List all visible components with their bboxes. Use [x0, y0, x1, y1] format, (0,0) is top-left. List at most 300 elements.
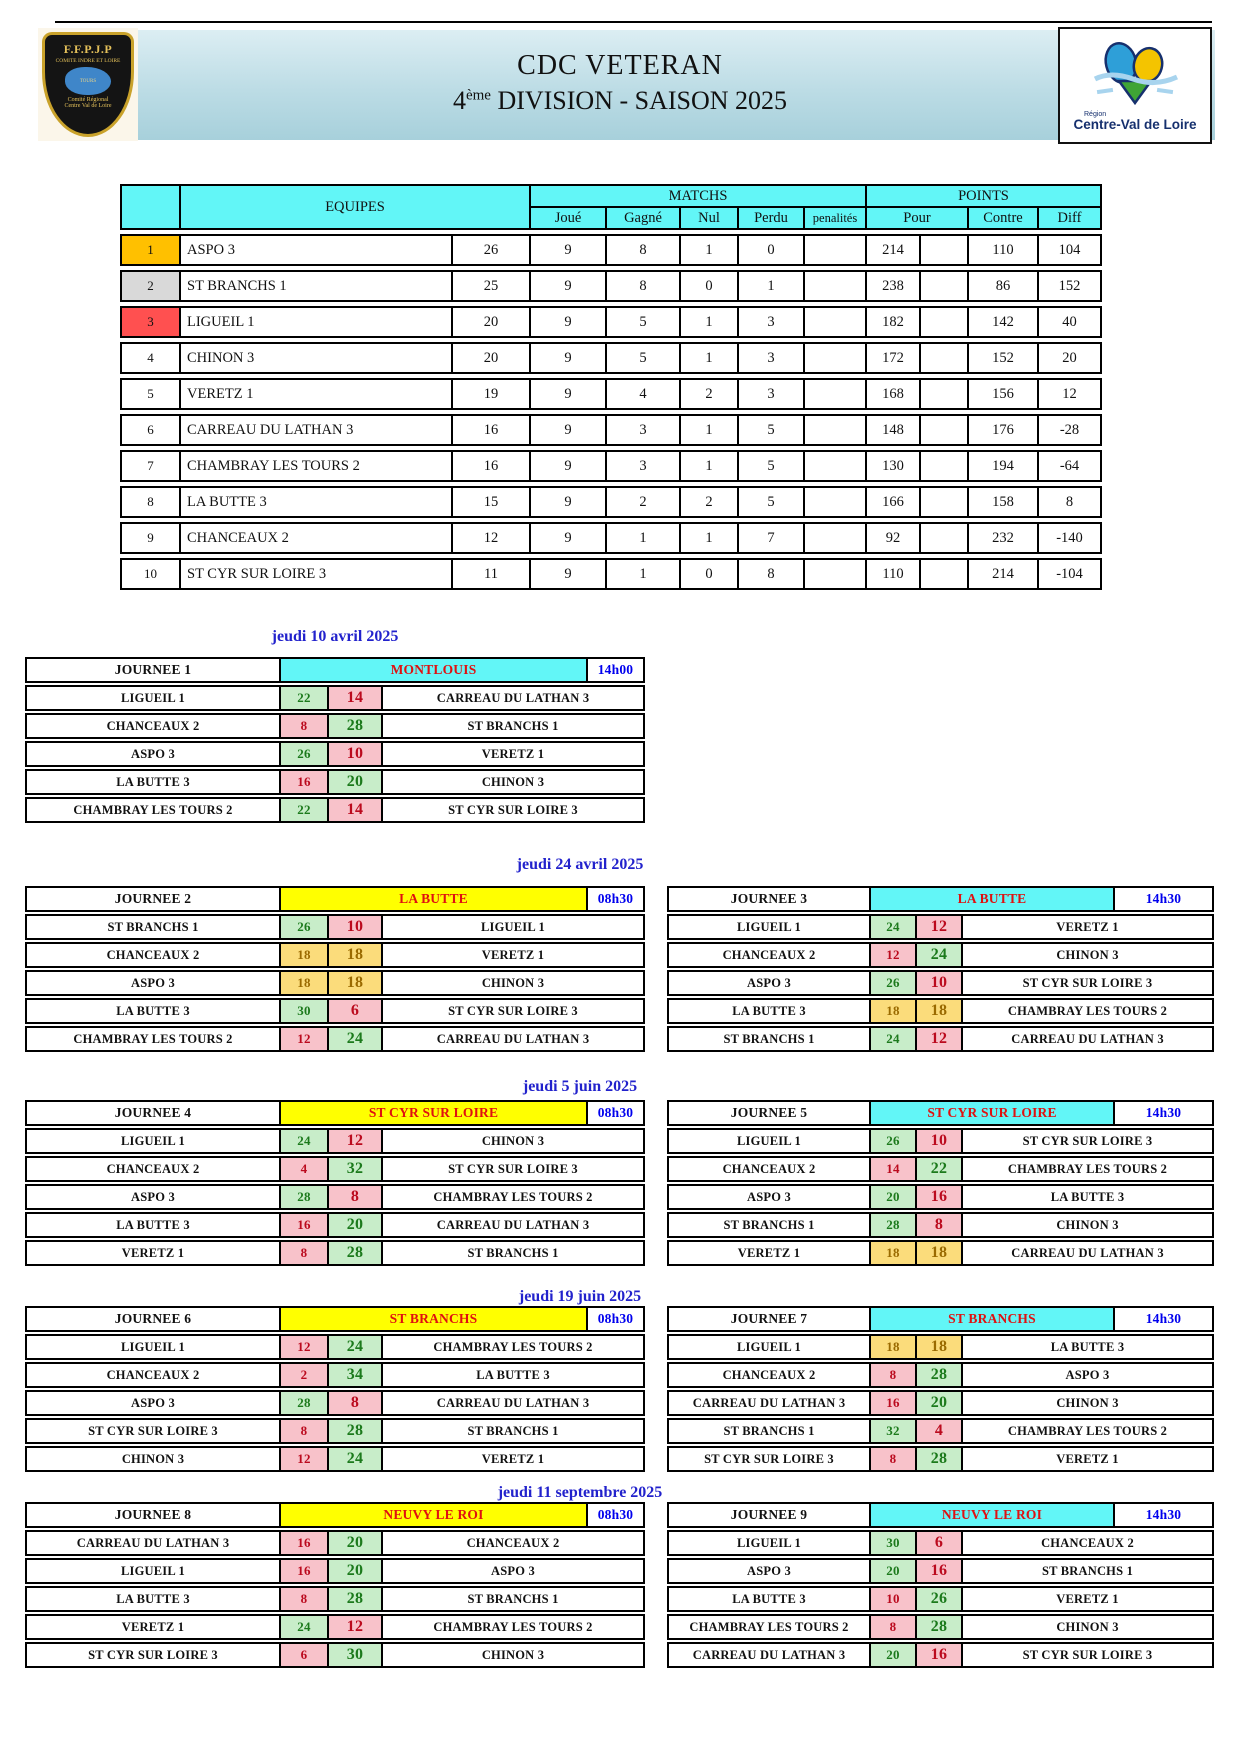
home-score: 22 — [281, 687, 327, 709]
journee-label: JOURNEE 3 — [669, 888, 869, 910]
penalites-cell — [805, 236, 865, 264]
away-team: CARREAU DU LATHAN 3 — [383, 1028, 643, 1050]
journee-label: JOURNEE 9 — [669, 1504, 869, 1526]
points-cell: 12 — [453, 524, 529, 552]
away-team: CHAMBRAY LES TOURS 2 — [963, 1158, 1212, 1180]
away-team: ST BRANCHS 1 — [963, 1560, 1212, 1582]
away-team: CARREAU DU LATHAN 3 — [383, 1392, 643, 1414]
top-divider — [55, 21, 1212, 23]
away-team: CARREAU DU LATHAN 3 — [963, 1028, 1212, 1050]
journee-matches — [667, 1530, 1214, 1668]
rank-cell: 6 — [122, 416, 179, 444]
penalites-cell — [805, 488, 865, 516]
journee-6-table — [25, 1306, 645, 1474]
home-team: LA BUTTE 3 — [669, 1588, 869, 1610]
home-score: 8 — [871, 1364, 915, 1386]
pour-spacer-cell — [921, 380, 967, 408]
match-row — [667, 970, 1214, 996]
date-label-2: jeudi 24 avril 2025 — [516, 856, 644, 873]
joue-header: Joué — [531, 208, 605, 228]
perdu-cell: 8 — [739, 560, 803, 588]
home-team: LIGUEIL 1 — [669, 1130, 869, 1152]
away-score: 10 — [329, 743, 381, 765]
contre-cell: 194 — [969, 452, 1037, 480]
perdu-cell: 3 — [739, 380, 803, 408]
joue-cell: 9 — [531, 344, 605, 372]
away-team: CHANCEAUX 2 — [383, 1532, 643, 1554]
rank-cell: 2 — [122, 272, 179, 300]
home-team: LA BUTTE 3 — [669, 1000, 869, 1022]
date-label-5: jeudi 11 septembre 2025 — [497, 1484, 663, 1501]
home-team: ST CYR SUR LOIRE 3 — [27, 1420, 279, 1442]
journee-label: JOURNEE 7 — [669, 1308, 869, 1330]
home-team: ST BRANCHS 1 — [669, 1214, 869, 1236]
home-score: 2 — [281, 1364, 327, 1386]
match-row — [25, 1586, 645, 1612]
pour-spacer-cell — [921, 236, 967, 264]
home-score: 24 — [871, 916, 915, 938]
nul-cell: 2 — [681, 380, 737, 408]
home-team: LA BUTTE 3 — [27, 1588, 279, 1610]
home-score: 24 — [281, 1616, 327, 1638]
diff-cell: 8 — [1039, 488, 1100, 516]
gagne-cell: 8 — [607, 236, 679, 264]
away-team: CHINON 3 — [963, 944, 1212, 966]
standings-row — [120, 522, 1102, 554]
home-score: 26 — [281, 743, 327, 765]
rank-column-header — [122, 186, 179, 228]
joue-cell: 9 — [531, 380, 605, 408]
match-row — [25, 769, 645, 795]
away-score: 10 — [329, 916, 381, 938]
standings-row — [120, 450, 1102, 482]
home-score: 18 — [281, 972, 327, 994]
match-row — [667, 914, 1214, 940]
standings-row — [120, 342, 1102, 374]
home-team: LIGUEIL 1 — [669, 916, 869, 938]
pour-cell: 130 — [867, 452, 919, 480]
home-score: 26 — [871, 1130, 915, 1152]
away-team: ST BRANCHS 1 — [383, 1242, 643, 1264]
standings-row — [120, 270, 1102, 302]
away-score: 18 — [917, 1242, 961, 1264]
team-name-cell: CHAMBRAY LES TOURS 2 — [181, 452, 451, 480]
gagne-cell: 8 — [607, 272, 679, 300]
home-team: CHANCEAUX 2 — [27, 1364, 279, 1386]
away-score: 8 — [917, 1214, 961, 1236]
away-team: VERETZ 1 — [963, 1588, 1212, 1610]
match-row — [25, 685, 645, 711]
ffpjp-shield-icon — [42, 32, 134, 137]
time-label: 14h30 — [1115, 1504, 1212, 1526]
pour-cell: 172 — [867, 344, 919, 372]
home-team: CARREAU DU LATHAN 3 — [669, 1644, 869, 1666]
home-score: 26 — [871, 972, 915, 994]
home-score: 12 — [281, 1028, 327, 1050]
journee-header — [25, 1502, 645, 1528]
away-team: ST BRANCHS 1 — [383, 1420, 643, 1442]
journee-label: JOURNEE 8 — [27, 1504, 279, 1526]
home-score: 20 — [871, 1186, 915, 1208]
standings-body — [120, 234, 1102, 590]
standings-row — [120, 486, 1102, 518]
journee-header — [667, 1502, 1214, 1528]
home-score: 12 — [281, 1336, 327, 1358]
match-row — [25, 1362, 645, 1388]
joue-cell: 9 — [531, 236, 605, 264]
away-team: CHAMBRAY LES TOURS 2 — [383, 1616, 643, 1638]
away-score: 20 — [917, 1392, 961, 1414]
perdu-cell: 7 — [739, 524, 803, 552]
pour-spacer-cell — [921, 452, 967, 480]
ffpjp-region-line1: Comité Régional — [67, 97, 109, 103]
joue-cell: 9 — [531, 524, 605, 552]
away-team: ST BRANCHS 1 — [383, 1588, 643, 1610]
region-small-label: Région — [1084, 111, 1107, 118]
home-team: VERETZ 1 — [27, 1242, 279, 1264]
match-row — [667, 1558, 1214, 1584]
away-score: 18 — [917, 1000, 961, 1022]
match-row — [25, 1212, 645, 1238]
diff-cell: -104 — [1039, 560, 1100, 588]
pour-cell: 166 — [867, 488, 919, 516]
perdu-cell: 0 — [739, 236, 803, 264]
match-row — [667, 1390, 1214, 1416]
time-label: 14h30 — [1115, 888, 1212, 910]
home-team: CHANCEAUX 2 — [669, 1158, 869, 1180]
away-score: 6 — [917, 1532, 961, 1554]
pour-spacer-cell — [921, 308, 967, 336]
away-score: 28 — [917, 1448, 961, 1470]
match-row — [25, 797, 645, 823]
penalites-cell — [805, 524, 865, 552]
away-score: 20 — [329, 1532, 381, 1554]
rank-cell: 4 — [122, 344, 179, 372]
home-score: 30 — [871, 1532, 915, 1554]
home-score: 30 — [281, 1000, 327, 1022]
diff-cell: -64 — [1039, 452, 1100, 480]
contre-cell: 232 — [969, 524, 1037, 552]
team-name-cell: VERETZ 1 — [181, 380, 451, 408]
journee-header — [25, 1306, 645, 1332]
home-score: 8 — [871, 1616, 915, 1638]
home-team: ST BRANCHS 1 — [669, 1028, 869, 1050]
away-team: VERETZ 1 — [383, 1448, 643, 1470]
pour-spacer-cell — [921, 416, 967, 444]
away-team: ST CYR SUR LOIRE 3 — [383, 799, 643, 821]
diff-cell: 20 — [1039, 344, 1100, 372]
gagne-cell: 4 — [607, 380, 679, 408]
points-cell: 11 — [453, 560, 529, 588]
journee-matches — [667, 914, 1214, 1052]
region-logo — [1058, 27, 1212, 144]
home-score: 16 — [281, 1532, 327, 1554]
home-score: 28 — [871, 1214, 915, 1236]
match-row — [667, 1240, 1214, 1266]
team-name-cell: ASPO 3 — [181, 236, 451, 264]
away-team: CHANCEAUX 2 — [963, 1532, 1212, 1554]
perdu-header: Perdu — [739, 208, 803, 228]
nul-cell: 0 — [681, 272, 737, 300]
team-name-cell: LIGUEIL 1 — [181, 308, 451, 336]
penalites-cell — [805, 560, 865, 588]
gagne-cell: 1 — [607, 524, 679, 552]
rank-cell: 5 — [122, 380, 179, 408]
home-team: CHANCEAUX 2 — [669, 944, 869, 966]
joue-cell: 9 — [531, 452, 605, 480]
page-subtitle — [220, 84, 1020, 118]
home-team: ASPO 3 — [27, 972, 279, 994]
journee-header — [667, 886, 1214, 912]
home-score: 18 — [281, 944, 327, 966]
gagne-header: Gagné — [607, 208, 679, 228]
away-team: ST BRANCHS 1 — [383, 715, 643, 737]
home-score: 12 — [281, 1448, 327, 1470]
away-team: VERETZ 1 — [383, 944, 643, 966]
match-row — [667, 942, 1214, 968]
away-score: 24 — [329, 1028, 381, 1050]
away-score: 28 — [917, 1616, 961, 1638]
rank-cell: 10 — [122, 560, 179, 588]
away-score: 16 — [917, 1644, 961, 1666]
page-header-titles — [220, 48, 1020, 118]
away-team: CHAMBRAY LES TOURS 2 — [383, 1186, 643, 1208]
away-score: 26 — [917, 1588, 961, 1610]
journee-5-table — [667, 1100, 1214, 1268]
match-row — [25, 1642, 645, 1668]
diff-cell: 40 — [1039, 308, 1100, 336]
ffpjp-region-line2: Centre Val de Loire — [64, 103, 112, 109]
venue-label: ST CYR SUR LOIRE — [871, 1102, 1113, 1124]
journee-3-table — [667, 886, 1214, 1054]
subtitle-rest: DIVISION - SAISON 2025 — [490, 86, 788, 116]
home-team: LIGUEIL 1 — [27, 1130, 279, 1152]
away-score: 20 — [329, 1214, 381, 1236]
journee-matches — [25, 1530, 645, 1668]
ffpjp-logo — [38, 28, 138, 141]
away-score: 24 — [917, 944, 961, 966]
gagne-cell: 5 — [607, 344, 679, 372]
match-row — [25, 998, 645, 1024]
match-row — [25, 1334, 645, 1360]
standings-table — [120, 184, 1102, 594]
match-row — [667, 1530, 1214, 1556]
diff-cell: 152 — [1039, 272, 1100, 300]
contre-cell: 142 — [969, 308, 1037, 336]
venue-label: LA BUTTE — [281, 888, 586, 910]
date-label-4: jeudi 19 juin 2025 — [518, 1288, 642, 1305]
journee-header — [667, 1100, 1214, 1126]
away-team: ST CYR SUR LOIRE 3 — [963, 1130, 1212, 1152]
diff-cell: -140 — [1039, 524, 1100, 552]
journee-header — [667, 1306, 1214, 1332]
away-score: 28 — [329, 1588, 381, 1610]
diff-cell: 104 — [1039, 236, 1100, 264]
home-team: LIGUEIL 1 — [27, 1336, 279, 1358]
home-score: 18 — [871, 1336, 915, 1358]
away-team: ST CYR SUR LOIRE 3 — [963, 1644, 1212, 1666]
home-team: CARREAU DU LATHAN 3 — [27, 1532, 279, 1554]
journee-matches — [25, 1334, 645, 1472]
home-score: 28 — [281, 1392, 327, 1414]
penalites-cell — [805, 308, 865, 336]
home-score: 10 — [871, 1588, 915, 1610]
away-score: 18 — [329, 944, 381, 966]
home-score: 6 — [281, 1644, 327, 1666]
matchs-header: MATCHS — [531, 186, 865, 206]
match-row — [667, 1446, 1214, 1472]
home-team: ASPO 3 — [27, 1186, 279, 1208]
match-row — [25, 1026, 645, 1052]
contre-cell: 86 — [969, 272, 1037, 300]
away-score: 24 — [329, 1448, 381, 1470]
away-score: 14 — [329, 799, 381, 821]
away-team: CHINON 3 — [963, 1616, 1212, 1638]
home-score: 20 — [871, 1560, 915, 1582]
home-score: 8 — [871, 1448, 915, 1470]
pour-spacer-cell — [921, 524, 967, 552]
penalites-header: penalités — [805, 208, 865, 228]
away-team: VERETZ 1 — [383, 743, 643, 765]
home-team: CHAMBRAY LES TOURS 2 — [27, 1028, 279, 1050]
match-row — [25, 1446, 645, 1472]
home-team: ST CYR SUR LOIRE 3 — [669, 1448, 869, 1470]
joue-cell: 9 — [531, 272, 605, 300]
home-score: 16 — [871, 1392, 915, 1414]
nul-cell: 1 — [681, 236, 737, 264]
perdu-cell: 3 — [739, 344, 803, 372]
away-team: VERETZ 1 — [963, 1448, 1212, 1470]
date-label-3: jeudi 5 juin 2025 — [522, 1078, 638, 1095]
away-team: ST CYR SUR LOIRE 3 — [963, 972, 1212, 994]
home-team: CHINON 3 — [27, 1448, 279, 1470]
away-score: 16 — [917, 1560, 961, 1582]
points-cell: 20 — [453, 344, 529, 372]
contre-cell: 152 — [969, 344, 1037, 372]
away-score: 6 — [329, 1000, 381, 1022]
journee-header — [25, 886, 645, 912]
journee-7-table — [667, 1306, 1214, 1474]
match-row — [667, 1418, 1214, 1444]
points-cell: 16 — [453, 416, 529, 444]
away-team: ST CYR SUR LOIRE 3 — [383, 1158, 643, 1180]
perdu-cell: 5 — [739, 452, 803, 480]
nul-cell: 1 — [681, 524, 737, 552]
away-score: 10 — [917, 972, 961, 994]
match-row — [25, 914, 645, 940]
home-score: 18 — [871, 1000, 915, 1022]
points-header: POINTS — [867, 186, 1100, 206]
away-score: 28 — [329, 715, 381, 737]
diff-header: Diff — [1039, 208, 1100, 228]
journee-header — [25, 657, 645, 683]
home-score: 16 — [281, 771, 327, 793]
region-heart-icon — [1087, 39, 1183, 109]
away-team: CHAMBRAY LES TOURS 2 — [963, 1000, 1212, 1022]
home-team: ST CYR SUR LOIRE 3 — [27, 1644, 279, 1666]
journee-label: JOURNEE 2 — [27, 888, 279, 910]
penalites-cell — [805, 452, 865, 480]
subtitle-number: 4 — [452, 86, 466, 116]
ffpjp-city-label: TOURS — [79, 78, 97, 84]
away-score: 24 — [329, 1336, 381, 1358]
home-score: 20 — [871, 1644, 915, 1666]
home-score: 24 — [281, 1130, 327, 1152]
rank-cell: 7 — [122, 452, 179, 480]
journee-label: JOURNEE 4 — [27, 1102, 279, 1124]
pour-spacer-cell — [921, 344, 967, 372]
match-row — [25, 741, 645, 767]
region-name-label: Centre-Val de Loire — [1073, 117, 1197, 132]
home-team: ASPO 3 — [27, 1392, 279, 1414]
date-label-1: jeudi 10 avril 2025 — [271, 628, 399, 645]
subtitle-ordinal: ème — [465, 87, 491, 104]
home-team: CHANCEAUX 2 — [27, 715, 279, 737]
pour-cell: 214 — [867, 236, 919, 264]
home-team: ASPO 3 — [669, 972, 869, 994]
home-score: 18 — [871, 1242, 915, 1264]
ffpjp-map-icon — [65, 67, 111, 95]
match-row — [667, 1586, 1214, 1612]
time-label: 08h30 — [588, 888, 643, 910]
home-team: CARREAU DU LATHAN 3 — [669, 1392, 869, 1414]
contre-header: Contre — [969, 208, 1037, 228]
match-row — [25, 1418, 645, 1444]
away-score: 20 — [329, 1560, 381, 1582]
pour-spacer-cell — [921, 560, 967, 588]
home-team: CHANCEAUX 2 — [27, 1158, 279, 1180]
pour-cell: 92 — [867, 524, 919, 552]
equipes-header: EQUIPES — [181, 186, 529, 228]
away-score: 12 — [917, 1028, 961, 1050]
match-row — [667, 1642, 1214, 1668]
away-team: ASPO 3 — [383, 1560, 643, 1582]
team-name-cell: CHANCEAUX 2 — [181, 524, 451, 552]
pour-spacer-cell — [921, 488, 967, 516]
journee-label: JOURNEE 5 — [669, 1102, 869, 1124]
away-score: 20 — [329, 771, 381, 793]
venue-label: ST CYR SUR LOIRE — [281, 1102, 586, 1124]
home-score: 16 — [281, 1560, 327, 1582]
pour-spacer-cell — [921, 272, 967, 300]
joue-cell: 9 — [531, 560, 605, 588]
away-score: 12 — [329, 1130, 381, 1152]
journee-1-table — [25, 657, 645, 825]
joue-cell: 9 — [531, 488, 605, 516]
contre-cell: 214 — [969, 560, 1037, 588]
pour-cell: 110 — [867, 560, 919, 588]
home-score: 4 — [281, 1158, 327, 1180]
journee-header — [25, 1100, 645, 1126]
match-row — [667, 1026, 1214, 1052]
rank-cell: 3 — [122, 308, 179, 336]
home-team: VERETZ 1 — [27, 1616, 279, 1638]
home-score: 16 — [281, 1214, 327, 1236]
away-team: LA BUTTE 3 — [963, 1336, 1212, 1358]
match-row — [667, 1362, 1214, 1388]
pour-cell: 238 — [867, 272, 919, 300]
match-row — [25, 970, 645, 996]
away-team: CARREAU DU LATHAN 3 — [383, 1214, 643, 1236]
venue-label: ST BRANCHS — [281, 1308, 586, 1330]
match-row — [25, 1558, 645, 1584]
penalites-cell — [805, 272, 865, 300]
standings-row — [120, 306, 1102, 338]
rank-cell: 8 — [122, 488, 179, 516]
home-team: ASPO 3 — [669, 1560, 869, 1582]
away-score: 18 — [329, 972, 381, 994]
home-score: 8 — [281, 1588, 327, 1610]
